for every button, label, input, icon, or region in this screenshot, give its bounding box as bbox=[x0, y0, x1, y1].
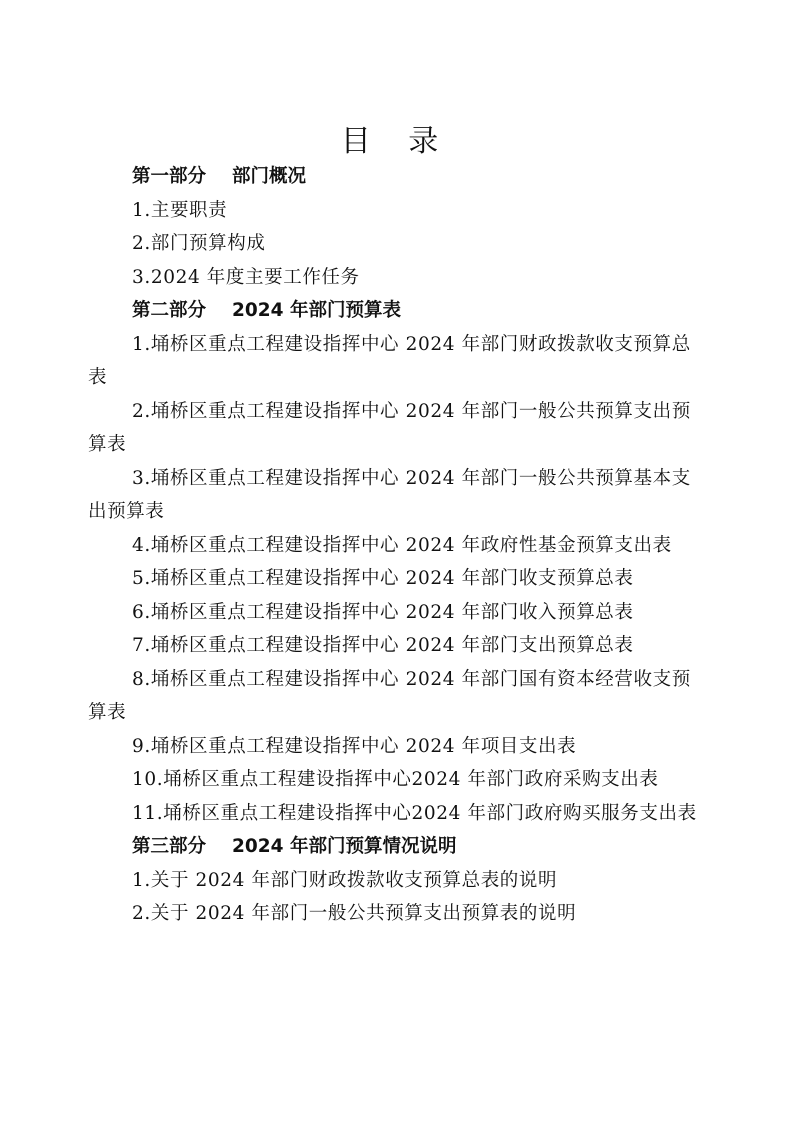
section-part-label: 第三部分 bbox=[132, 836, 207, 857]
section-name: 部门概况 bbox=[232, 166, 307, 187]
section-heading-3 bbox=[88, 830, 706, 864]
section-heading-2 bbox=[88, 294, 706, 328]
toc-item: 7.埇桥区重点工程建设指挥中心 2024 年部门支出预算总表 bbox=[132, 635, 634, 656]
toc-item: 3.2024 年度主要工作任务 bbox=[132, 266, 360, 288]
section-part-label: 第一部分 bbox=[132, 166, 207, 187]
table-of-contents bbox=[88, 160, 706, 931]
toc-item: 2.部门预算构成 bbox=[132, 233, 266, 254]
toc-item: 9.埇桥区重点工程建设指挥中心 2024 年项目支出表 bbox=[132, 735, 577, 757]
toc-item: 1.主要职责 bbox=[132, 199, 228, 221]
toc-item: 2.关于 2024 年部门一般公共预算支出预算表的说明 bbox=[132, 903, 577, 924]
toc-item: 3.埇桥区重点工程建设指挥中心 2024 年部门一般公共预算基本支出预算表 bbox=[88, 467, 691, 522]
toc-item: 1.关于 2024 年部门财政拨款收支预算总表的说明 bbox=[132, 869, 558, 891]
toc-item: 6.埇桥区重点工程建设指挥中心 2024 年部门收入预算总表 bbox=[132, 601, 634, 623]
toc-item: 10.埇桥区重点工程建设指挥中心2024 年部门政府采购支出表 bbox=[132, 769, 659, 790]
section-heading-1 bbox=[88, 160, 706, 194]
section-name: 2024 年部门预算表 bbox=[232, 300, 401, 321]
section-part-label: 第二部分 bbox=[132, 300, 207, 321]
page-title: 目 录 bbox=[340, 124, 453, 159]
toc-item: 4.埇桥区重点工程建设指挥中心 2024 年政府性基金预算支出表 bbox=[132, 534, 672, 556]
toc-item: 8.埇桥区重点工程建设指挥中心 2024 年部门国有资本经营收支预算表 bbox=[88, 668, 691, 723]
toc-item: 5.埇桥区重点工程建设指挥中心 2024 年部门收支预算总表 bbox=[132, 568, 634, 589]
toc-item: 11.埇桥区重点工程建设指挥中心2024 年部门政府购买服务支出表 bbox=[132, 802, 697, 824]
toc-item: 1.埇桥区重点工程建设指挥中心 2024 年部门财政拨款收支预算总表 bbox=[88, 333, 691, 388]
toc-item: 2.埇桥区重点工程建设指挥中心 2024 年部门一般公共预算支出预算表 bbox=[88, 400, 691, 455]
section-name: 2024 年部门预算情况说明 bbox=[232, 836, 457, 857]
